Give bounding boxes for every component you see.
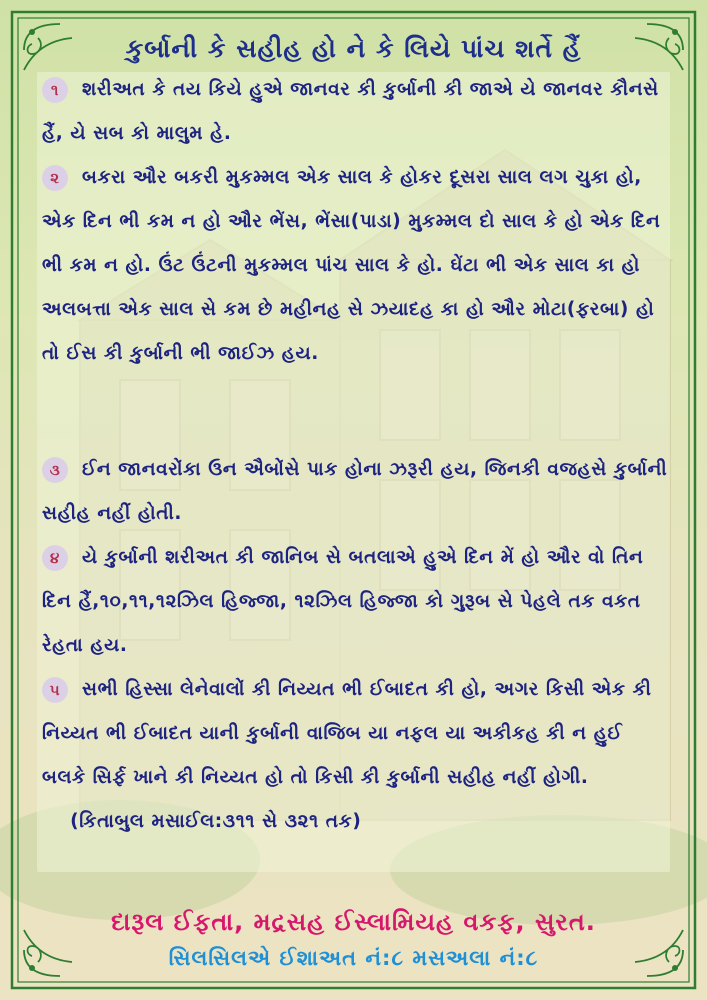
condition-text: બકરા ઔર બકરી મુકમ્મલ એક સાલ કે હોકર દૂસરા સાલ લગ ચુકા હો, એક દિન ભી કમ ન હો ઔર ભેંસ, ભેંસા(પાડા) મુકમ્મલ દો સાલ કે હો એક દિન ભી કમ ન હો. ઉંટ ઉંટની મુકમ્મલ પાંચ સાલ કે હો. ઘેંટા ભી એક સાલ કા હો અલબત્તા એક સાલ સે કમ છે મહીનહ સે ઝયાદહ કા હો ઔર મોટા(ફરબા) હો તો ઈસ કી કુર્બાની ભી જાઈઝ હય.	[42, 167, 661, 364]
condition-text: ઈન જાનવરોંકા ઉન ઐબોંસે પાક હોના ઝરૂરી હય, જિનકી વજહસે કુર્બાની સહીહ નહીં હોતી.	[42, 459, 668, 524]
number-badge: ૧	[42, 77, 68, 103]
condition-1	[42, 68, 672, 156]
reference-citation: (કિતાબુલ મસાઈલ:૩૧૧ સે ૩૨૧ તક)	[70, 811, 362, 832]
condition-text: શરીઅત કે તય કિયે હુએ જાનવર કી કુર્બાની કી જાએ યે જાનવર કૌનસે હૈં, યે સબ કો માલુમ હે.	[42, 79, 659, 144]
condition-4	[42, 536, 672, 668]
condition-2	[42, 156, 672, 376]
condition-text: સભી હિસ્સા લેનેવાલોં કી નિય્યત ભી ઈબાદત કી હો, અગર કિસી એક કી નિય્યત ભી ઈબાદત યાની કુર્બાની વાજિબ યા નફલ યા અકીકહ કી ન હુઈ બલકે સિર્ફ ખાને કી નિય્યત હો તો કિસી કી કુર્બાની સહીહ નહીં હોગી.	[42, 679, 652, 788]
number-badge: ૫	[42, 677, 68, 703]
condition-3	[42, 448, 672, 536]
number-badge: ૨	[42, 165, 68, 191]
number-badge: ૩	[42, 457, 68, 483]
condition-5	[42, 668, 672, 844]
condition-text: યે કુર્બાની શરીઅત કી જાનિબ સે બતલાએ હુએ દિન મેં હો ઔર વો તિન દિન હૈં,૧૦,૧૧,૧૨ઝિલ હિજ્જા, ૧૨ઝિલ હિજ્જા કો ગુરૂબ સે પેહલે તક વકત રેહતા હય.	[42, 547, 644, 656]
footer-series: સિલસિલએ ઈશાઅત નં:૮ મસઅલા નં:૮	[168, 946, 539, 970]
footer-organization: દારૂલ ઈફતા, મદ્રસહ ઈસ્લામિયહ વકફ, સુરત.	[111, 908, 596, 936]
page-title: કુર્બાની કે સહીહ હો ને કે લિયે પાંચ શર્તે હૈં	[125, 34, 582, 63]
number-badge: ૪	[42, 545, 68, 571]
